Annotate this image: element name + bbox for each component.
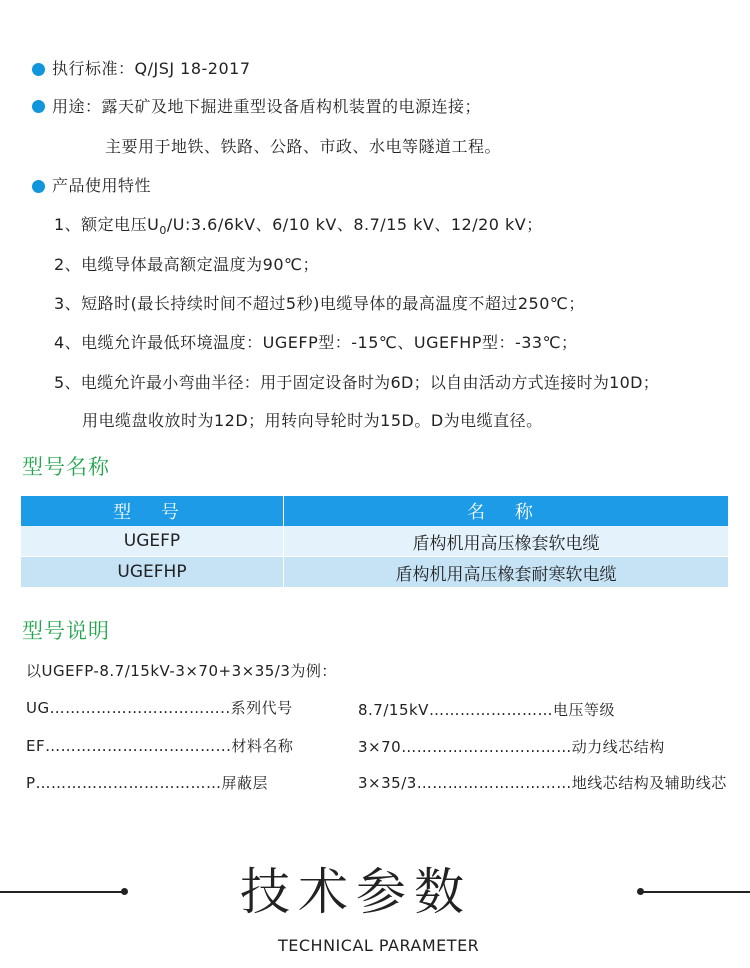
bullet-icon: [32, 63, 45, 76]
feature-1: [54, 215, 543, 241]
model-names-title: 型号名称: [22, 455, 110, 479]
example-text: 以UGEFP-8.7/15kV-3×70+3×35/3为例：: [26, 662, 337, 680]
divider-right: [640, 891, 750, 893]
divider-left: [0, 891, 124, 893]
table-row: [21, 557, 728, 587]
model-table: [21, 496, 728, 587]
row-model: UGEFHP: [21, 557, 284, 587]
feature-5-cont: 用电缆盘收放时为12D；用转向导轮时为15D。D为电缆直径。: [82, 411, 543, 430]
model-explain-title: 型号说明: [22, 619, 110, 643]
explain-left-2: EF……………………………...材料名称: [26, 737, 294, 755]
row-name: 盾构机用高压橡套耐寒软电缆: [395, 564, 617, 585]
bullet-icon: [32, 180, 45, 193]
row-model: UGEFP: [21, 526, 284, 556]
tech-title: 技术参数: [240, 863, 472, 921]
divider-dot-left: [121, 888, 128, 895]
feature-1-prefix: 1、额定电压U: [54, 215, 160, 234]
feature-4: 4、电缆允许最低环境温度：UGEFP型：-15℃、UGEFHP型：-33℃；: [54, 333, 578, 352]
header-model: 型 号: [21, 496, 284, 526]
table-header: [21, 496, 728, 526]
features-title: 产品使用特性: [52, 176, 152, 195]
bullet-icon: [32, 100, 45, 113]
feature-2: 2、电缆导体最高额定温度为90℃；: [54, 255, 320, 274]
header-name: 名 称: [467, 502, 545, 523]
tech-subtitle: TECHNICAL PARAMETER: [278, 936, 480, 955]
feature-5: 5、电缆允许最小弯曲半径：用于固定设备时为6D；以自由活动方式连接时为10D；: [54, 373, 660, 392]
feature-1-suffix: /U:3.6/6kV、6/10 kV、8.7/15 kV、12/20 kV；: [166, 215, 543, 234]
usage-text: 用途：露天矿及地下掘进重型设备盾构机装置的电源连接；: [52, 97, 482, 116]
explain-left-1: UG……………………………..系列代号: [26, 699, 293, 717]
feature-1-sub: 0: [159, 224, 167, 238]
explain-right-3: 3×35/3…………………………地线芯结构及辅助线芯: [358, 774, 727, 792]
explain-right-1: 8.7/15kV……………………电压等级: [358, 701, 615, 719]
explain-left-3: P………………………………屏蔽层: [26, 774, 269, 792]
explain-right-2: 3×70……………………………动力线芯结构: [358, 738, 665, 756]
usage-text-2: 主要用于地铁、铁路、公路、市政、水电等隧道工程。: [105, 137, 502, 156]
feature-3: 3、短路时(最长持续时间不超过5秒)电缆导体的最高温度不超过250℃；: [54, 294, 585, 313]
table-row: [21, 526, 728, 556]
row-name: 盾构机用高压橡套软电缆: [412, 533, 600, 554]
standard-text: 执行标准：Q/JSJ 18-2017: [52, 59, 251, 78]
divider-dot-right: [637, 888, 644, 895]
